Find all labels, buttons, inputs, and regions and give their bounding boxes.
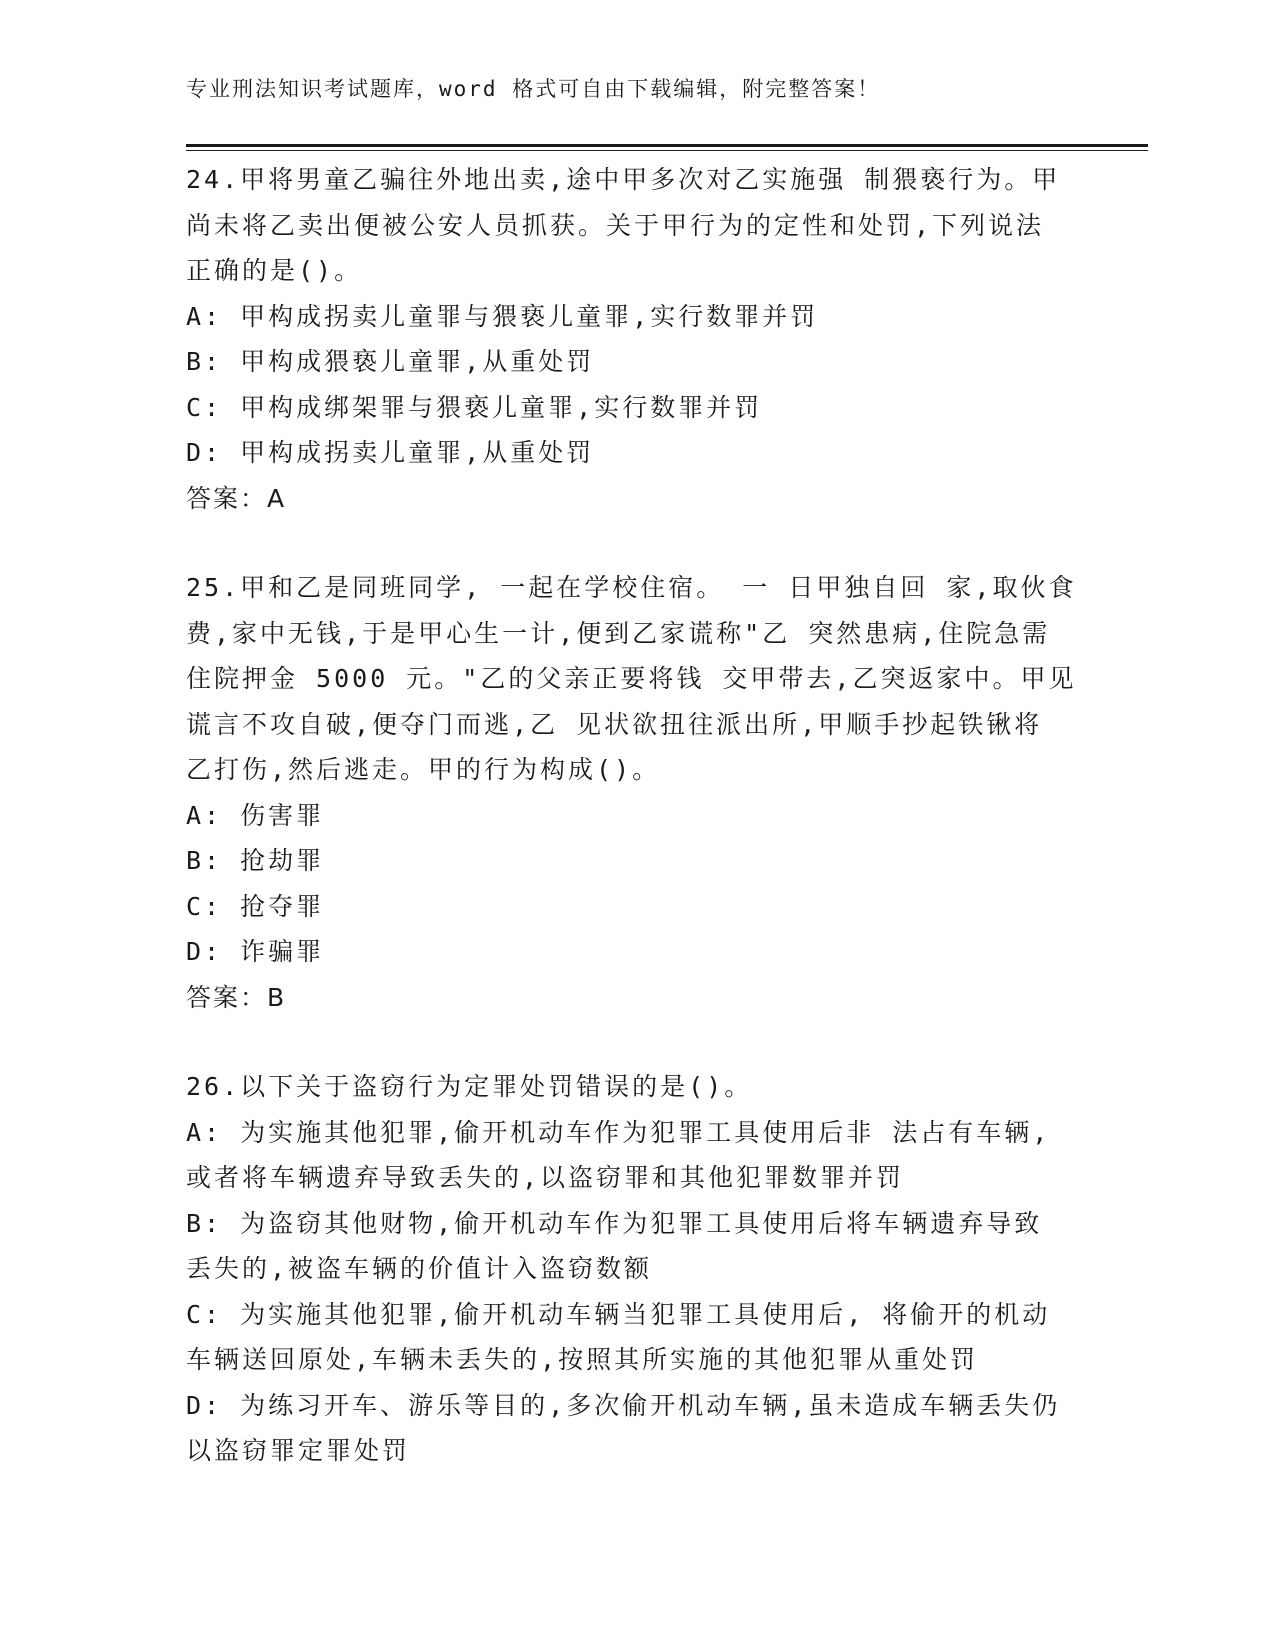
question-24 <box>186 157 1086 521</box>
option-c: C: 为实施其他犯罪,偷开机动车辆当犯罪工具使用后, 将偷开的机动 <box>186 1299 1051 1329</box>
question-26 <box>186 1064 1086 1474</box>
question-stem-line: 尚未将乙卖出便被公安人员抓获。关于甲行为的定性和处罚,下列说法 <box>186 210 1045 240</box>
option-b-continued: 丢失的,被盗车辆的价值计入盗窃数额 <box>186 1254 653 1283</box>
header-rule-thick <box>186 144 1148 147</box>
option-d: D: 诈骗罪 <box>186 937 325 966</box>
option-d-continued: 以盗窃罪定罪处罚 <box>186 1436 411 1465</box>
option-c-continued: 车辆送回原处,车辆未丢失的,按照其所实施的其他犯罪从重处罚 <box>186 1345 979 1374</box>
answer-label: 答案：A <box>186 483 287 513</box>
header-rule-thin <box>186 150 1148 151</box>
question-stem-line: 谎言不攻自破,便夺门而逃,乙 见状欲扭往派出所,甲顺手抄起铁锹将 <box>186 709 1043 739</box>
option-d: D: 甲构成拐卖儿童罪,从重处罚 <box>186 438 595 467</box>
option-a: A: 为实施其他犯罪,偷开机动车作为犯罪工具使用后非 法占有车辆, <box>186 1117 1051 1147</box>
option-d: D: 为练习开车、游乐等目的,多次偷开机动车辆,虽未造成车辆丢失仍 <box>186 1390 1061 1420</box>
option-b: B: 为盗窃其他财物,偷开机动车作为犯罪工具使用后将车辆遗弃导致 <box>186 1208 1043 1238</box>
question-stem-line: 住院押金 5000 元。"乙的父亲正要将钱 交甲带去,乙突返家中。甲见 <box>186 664 1077 693</box>
question-stem-line: 25.甲和乙是同班同学, 一起在学校住宿。 一 日甲独自回 家,取伙食 <box>186 573 1077 602</box>
option-a: A: 伤害罪 <box>186 800 325 830</box>
option-a: A: 甲构成拐卖儿童罪与猥亵儿童罪,实行数罪并罚 <box>186 301 819 331</box>
option-b: B: 甲构成猥亵儿童罪,从重处罚 <box>186 347 595 376</box>
question-stem-line: 乙打伤,然后逃走。甲的行为构成()。 <box>186 755 661 784</box>
page-header: 专业刑法知识考试题库，word 格式可自由下载编辑，附完整答案！ <box>186 77 881 101</box>
option-c: C: 甲构成绑架罪与猥亵儿童罪,实行数罪并罚 <box>186 392 763 422</box>
option-a-continued: 或者将车辆遗弃导致丢失的,以盗窃罪和其他犯罪数罪并罚 <box>186 1163 905 1192</box>
question-list <box>186 157 1086 1518</box>
question-stem-line: 26.以下关于盗窃行为定罪处罚错误的是()。 <box>186 1072 753 1101</box>
answer-label: 答案：B <box>186 982 287 1012</box>
option-c: C: 抢夺罪 <box>186 891 325 921</box>
question-stem-line: 费,家中无钱,于是甲心生一计,便到乙家谎称"乙 突然患病,住院急需 <box>186 618 1051 648</box>
question-stem-line: 正确的是()。 <box>186 256 363 285</box>
option-b: B: 抢劫罪 <box>186 846 325 875</box>
question-25 <box>186 565 1086 1020</box>
question-stem-line: 24.甲将男童乙骗往外地出卖,途中甲多次对乙实施强 制猥亵行为。甲 <box>186 165 1061 194</box>
